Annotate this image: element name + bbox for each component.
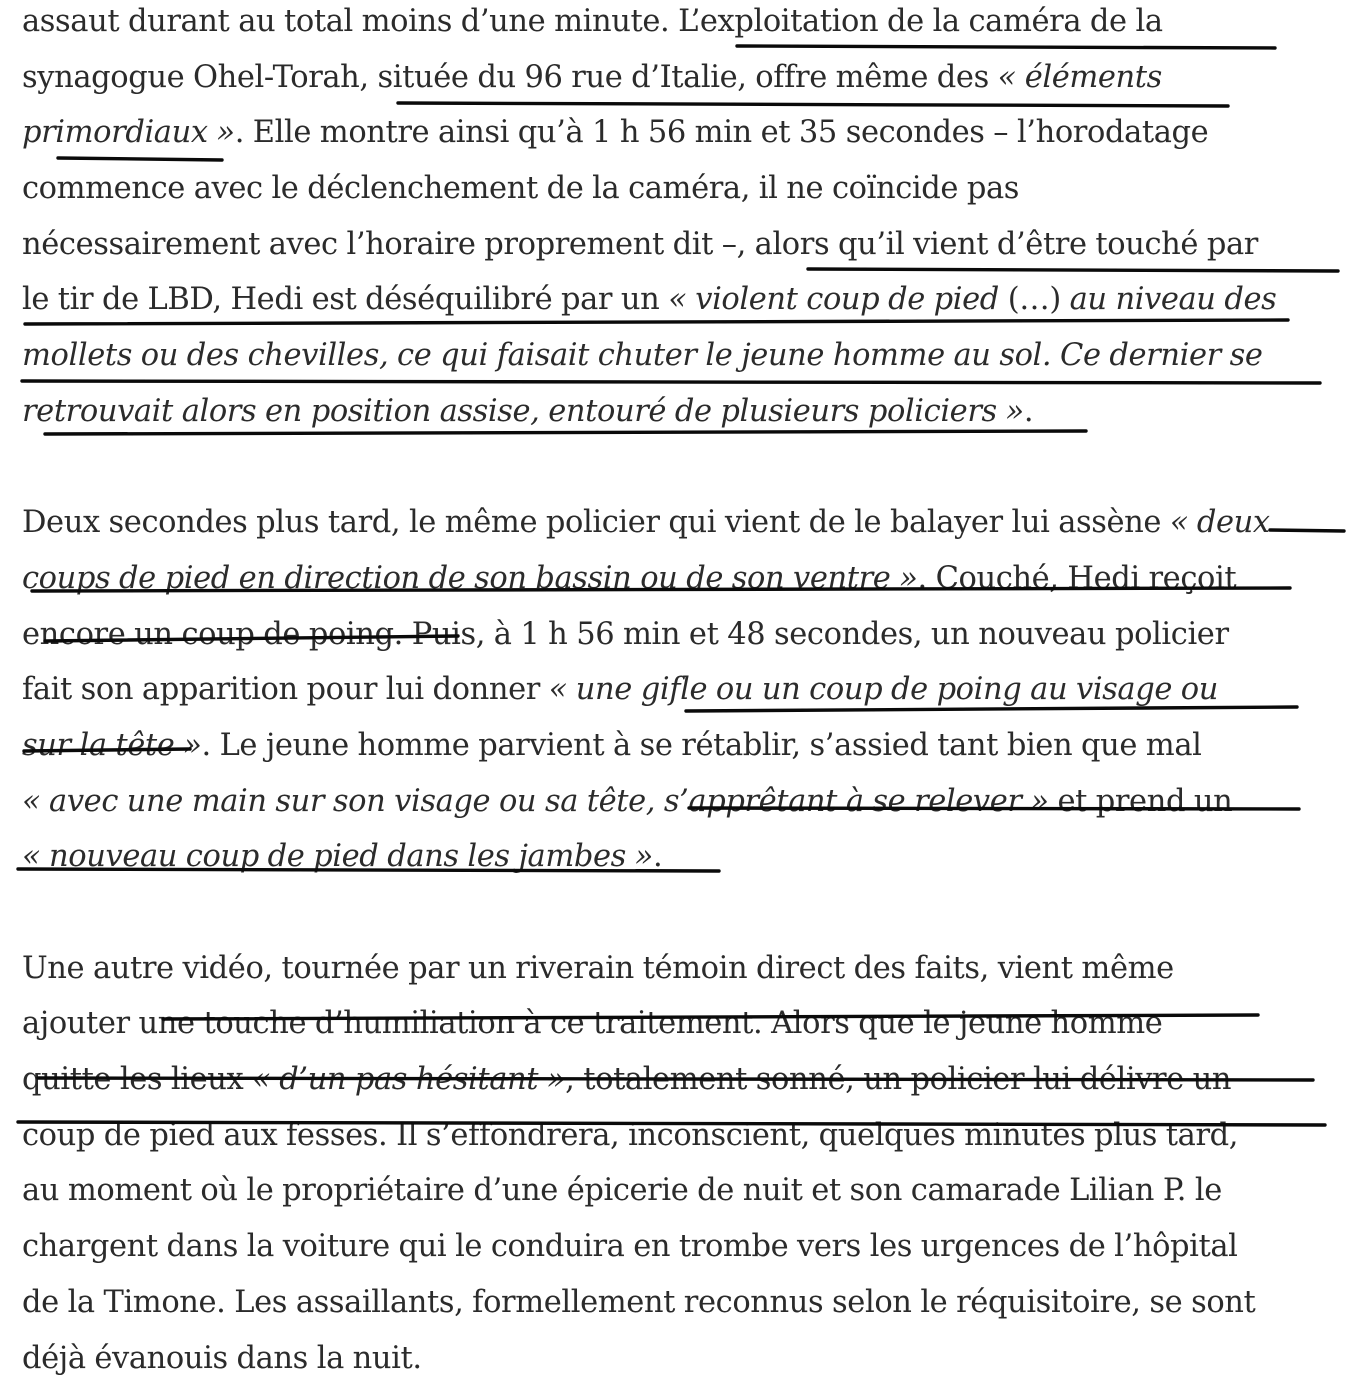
text-line <box>22 551 1342 607</box>
body-text: . Elle montre ainsi qu’à 1 h 56 min et 35 secondes – l’horodatage <box>235 115 1209 150</box>
text-line <box>22 662 1342 718</box>
text-line <box>22 495 1342 551</box>
text-line <box>22 1275 1342 1331</box>
body-text: et prend un <box>1049 784 1233 819</box>
body-text: commence avec le déclenchement de la caméra, il ne coïncide pas <box>22 171 1019 206</box>
text-line <box>22 941 1342 997</box>
body-text: quitte les lieux <box>22 1062 252 1097</box>
paragraph <box>22 941 1342 1386</box>
text-line <box>22 996 1342 1052</box>
body-text: . Couché, Hedi reçoit <box>917 561 1236 596</box>
quoted-text: retrouvait alors en position assise, entouré de plusieurs policiers » <box>22 394 1024 429</box>
text-line <box>22 829 1342 885</box>
body-text: . <box>1024 394 1033 429</box>
body-text: encore un coup de poing. Puis, à 1 h 56 min et 48 secondes, un nouveau policier <box>22 617 1229 652</box>
text-line <box>22 1163 1342 1219</box>
body-text: synagogue Ohel-Torah, située du 96 rue d’Italie, offre même des <box>22 60 998 95</box>
quoted-text: « deux <box>1170 505 1270 540</box>
body-text: Une autre vidéo, tournée par un riverain témoin direct des faits, vient même <box>22 951 1174 986</box>
body-text: (…) <box>999 282 1070 317</box>
quoted-text: « violent coup de pied <box>668 282 999 317</box>
quoted-text: mollets ou des chevilles, ce qui faisait chuter le jeune homme au sol. Ce dernier se <box>22 338 1262 373</box>
text-line <box>22 105 1342 161</box>
body-text: chargent dans la voiture qui le conduira en trombe vers les urgences de l’hôpital <box>22 1229 1238 1264</box>
body-text: , totalement sonné, un policier lui délivre un <box>565 1062 1231 1097</box>
text-line <box>22 1331 1342 1386</box>
body-text: ajouter une touche d’humiliation à ce traitement. Alors que le jeune homme <box>22 1006 1162 1041</box>
body-text: assaut durant au total moins d’une minute. L’exploitation de la caméra de la <box>22 4 1163 39</box>
quoted-text: « une gifle ou un coup de poing au visage ou <box>549 672 1218 707</box>
body-text: fait son apparition pour lui donner <box>22 672 549 707</box>
text-line <box>22 1108 1342 1164</box>
text-line <box>22 384 1342 440</box>
text-line <box>22 50 1342 106</box>
quoted-text: « d’un pas hésitant » <box>252 1062 565 1097</box>
article-body <box>22 0 1342 1386</box>
body-text: . <box>653 839 662 874</box>
text-line <box>22 161 1342 217</box>
quoted-text: au niveau des <box>1070 282 1277 317</box>
text-line <box>22 774 1342 830</box>
quoted-text: primordiaux » <box>22 115 235 150</box>
text-line <box>22 272 1342 328</box>
paragraph <box>22 495 1342 885</box>
paragraph <box>22 0 1342 440</box>
text-line <box>22 718 1342 774</box>
body-text: déjà évanouis dans la nuit. <box>22 1341 422 1376</box>
quoted-text: « nouveau coup de pied dans les jambes » <box>22 839 653 874</box>
text-line <box>22 217 1342 273</box>
text-line <box>22 328 1342 384</box>
quoted-text: sur la tête » <box>22 728 201 763</box>
text-line <box>22 607 1342 663</box>
body-text: de la Timone. Les assaillants, formellement reconnus selon le réquisitoire, se sont <box>22 1285 1255 1320</box>
text-line <box>22 1219 1342 1275</box>
body-text: au moment où le propriétaire d’une épicerie de nuit et son camarade Lilian P. le <box>22 1173 1222 1208</box>
body-text: . Le jeune homme parvient à se rétablir, s’assied tant bien que mal <box>201 728 1201 763</box>
body-text: Deux secondes plus tard, le même policier qui vient de le balayer lui assène <box>22 505 1170 540</box>
quoted-text: coups de pied en direction de son bassin ou de son ventre » <box>22 561 917 596</box>
paragraph-gap <box>22 885 1342 941</box>
quoted-text: « éléments <box>998 60 1162 95</box>
body-text: le tir de LBD, Hedi est déséquilibré par un <box>22 282 668 317</box>
paragraph-gap <box>22 440 1342 496</box>
text-line <box>22 0 1342 50</box>
body-text: nécessairement avec l’horaire proprement dit –, alors qu’il vient d’être touché par <box>22 227 1258 262</box>
text-line <box>22 1052 1342 1108</box>
body-text: coup de pied aux fesses. Il s’effondrera, inconscient, quelques minutes plus tard, <box>22 1118 1238 1153</box>
quoted-text: « avec une main sur son visage ou sa tête, s’apprêtant à se relever » <box>22 784 1049 819</box>
